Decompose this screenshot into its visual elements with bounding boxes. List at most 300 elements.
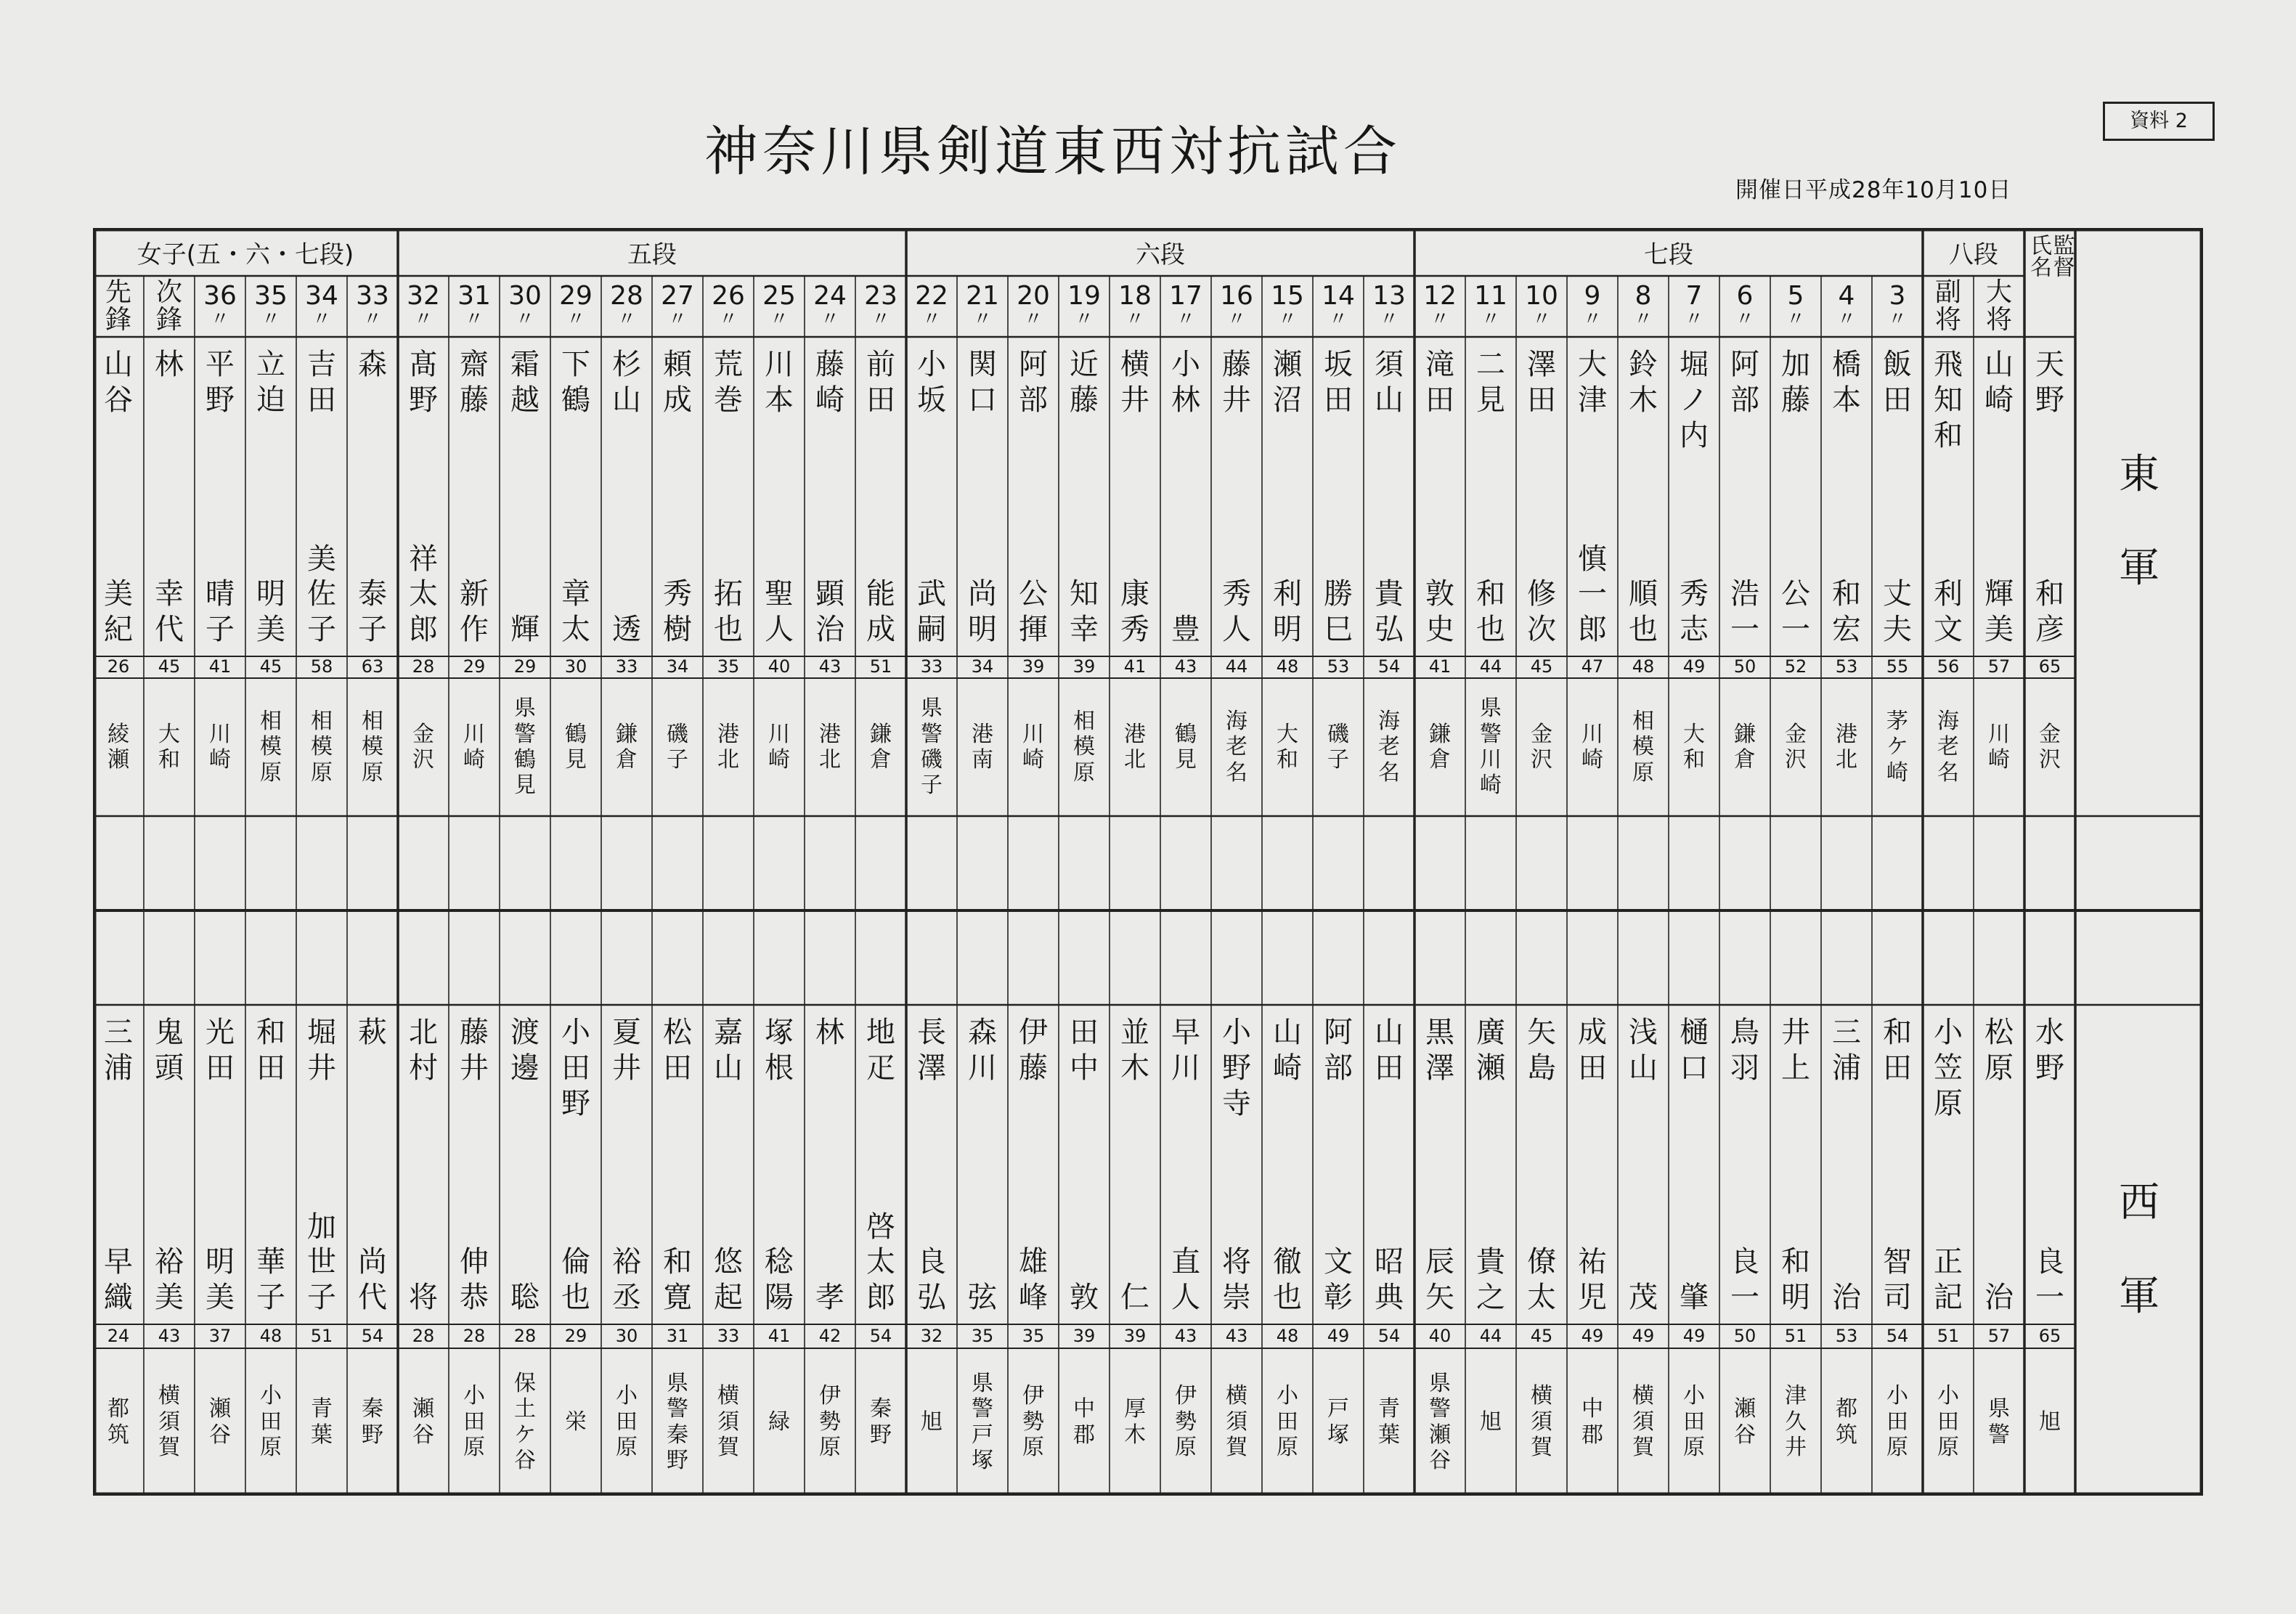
- east-player-name: [1262, 337, 1313, 656]
- east-player-age: 56: [1937, 656, 1960, 677]
- west-player-age: 51: [1784, 1325, 1807, 1346]
- player-given-name: 早 織: [104, 1245, 133, 1315]
- position-number: 19: [1067, 281, 1101, 311]
- east-player-name: [1211, 337, 1262, 656]
- west-player-place: 旭: [1480, 1409, 1502, 1435]
- player-given-name: 将: [409, 1281, 438, 1315]
- position-header: [1110, 276, 1160, 337]
- east-player-place: 大 和: [1277, 721, 1298, 773]
- east-player-age: 44: [1225, 656, 1248, 677]
- position-header: [1719, 276, 1770, 337]
- east-player-age: 34: [971, 656, 994, 677]
- east-player-name: [1821, 337, 1872, 656]
- player-given-name: 将 崇: [1222, 1245, 1251, 1315]
- player-given-name: 治: [1832, 1281, 1861, 1315]
- player-given-name: 辰 矢: [1425, 1245, 1454, 1315]
- player-given-name: 貴 弘: [1375, 577, 1404, 647]
- position-header: [754, 276, 805, 337]
- position-header: [1008, 276, 1059, 337]
- west-player-name: [754, 1005, 805, 1324]
- west-player-place: 小 田 原: [1683, 1383, 1705, 1461]
- position-number: 18: [1118, 281, 1152, 311]
- east-player-place: 港 北: [819, 721, 841, 773]
- position-mark: 〃: [972, 309, 992, 331]
- east-player-name: [1160, 337, 1211, 656]
- player-given-name: 裕 丞: [612, 1245, 641, 1315]
- player-surname: 藤 井: [1222, 348, 1251, 417]
- position-mark: 〃: [1379, 309, 1399, 331]
- group-header: 八段: [1949, 240, 1998, 269]
- east-player-age: 41: [208, 656, 232, 677]
- player-given-name: 直 人: [1171, 1245, 1200, 1315]
- east-player-age: 45: [1530, 656, 1553, 677]
- position-header: [1414, 276, 1465, 337]
- west-player-name: [1414, 1005, 1465, 1324]
- east-player-name: [906, 337, 957, 656]
- west-player-age: 50: [1733, 1325, 1756, 1346]
- west-player-place: 瀬 谷: [1734, 1396, 1756, 1448]
- position-header: [144, 276, 195, 337]
- position-header: [195, 276, 245, 337]
- west-player-place: 津 久 井: [1785, 1383, 1807, 1461]
- east-player-age: 48: [1632, 656, 1655, 677]
- position-header: [1923, 276, 1974, 337]
- west-player-name: [1364, 1005, 1414, 1324]
- position-number: 32: [407, 281, 440, 311]
- position-number: 5: [1787, 281, 1804, 311]
- position-mark: 氏名: [2026, 234, 2051, 277]
- east-player-age: 39: [1072, 656, 1096, 677]
- player-surname: 浅 山: [1629, 1016, 1658, 1085]
- position-header: [805, 276, 855, 337]
- player-surname: 成 田: [1578, 1016, 1607, 1085]
- player-given-name: 利 明: [1273, 577, 1302, 647]
- west-player-age: 57: [1987, 1325, 2011, 1346]
- east-player-age: 26: [107, 656, 130, 677]
- position-mark: 〃: [261, 309, 280, 331]
- east-player-name: [550, 337, 601, 656]
- player-surname: 松 原: [1984, 1016, 2014, 1085]
- west-player-age: 54: [869, 1325, 892, 1346]
- east-player-name: [1008, 337, 1059, 656]
- west-player-name: [906, 1005, 957, 1324]
- position-mark: 〃: [1887, 309, 1907, 331]
- position-header: [1974, 276, 2024, 337]
- player-surname: 光 田: [205, 1016, 235, 1085]
- position-number: 21: [966, 281, 999, 311]
- player-surname: 立 迫: [256, 348, 285, 417]
- east-player-place: 磯 子: [1327, 721, 1349, 773]
- east-player-place: 川 崎: [1988, 721, 2010, 773]
- player-given-name: 良 一: [1730, 1245, 1759, 1315]
- west-player-place: 小 田 原: [616, 1383, 638, 1461]
- east-player-place: 県 警 鶴 見: [514, 696, 536, 799]
- east-player-place: 川 崎: [768, 721, 790, 773]
- west-player-age: 28: [513, 1325, 537, 1346]
- east-player-name: [601, 337, 652, 656]
- position-mark: 〃: [1176, 309, 1195, 331]
- player-surname: 阿 部: [1324, 1016, 1353, 1085]
- position-number: 先: [105, 277, 131, 308]
- player-given-name: 僚 太: [1527, 1245, 1556, 1315]
- east-player-name: [245, 337, 296, 656]
- player-surname: 森 川: [968, 1016, 997, 1085]
- event-date: 開催日平成28年10月10日: [1735, 177, 2012, 203]
- east-player-age: 40: [768, 656, 791, 677]
- player-given-name: 正 記: [1934, 1245, 1963, 1315]
- west-player-age: 31: [666, 1325, 689, 1346]
- west-player-place: 厚 木: [1124, 1396, 1146, 1448]
- west-player-name: [1313, 1005, 1364, 1324]
- east-player-name: [500, 337, 550, 656]
- position-header: [449, 276, 500, 337]
- document-title: 神奈川県剣道東西対抗試合: [704, 121, 1401, 183]
- player-given-name: 文 彰: [1324, 1245, 1353, 1315]
- player-surname: 水 野: [2035, 1016, 2064, 1085]
- player-given-name: 祥 太 郎: [409, 542, 438, 647]
- player-surname: 大 津: [1578, 348, 1607, 417]
- west-player-name: [296, 1005, 347, 1324]
- position-number: 35: [254, 281, 288, 311]
- west-player-place: 伊 勢 原: [819, 1383, 841, 1461]
- west-player-age: 42: [818, 1325, 842, 1346]
- position-header: [1262, 276, 1313, 337]
- position-mark: 将: [1934, 305, 1961, 335]
- group-header: 七段: [1644, 240, 1693, 269]
- player-surname: 樋 口: [1680, 1016, 1709, 1085]
- east-player-name: [1364, 337, 1414, 656]
- player-given-name: 啓 太 郎: [866, 1210, 895, 1315]
- west-player-place: 秦 野: [362, 1396, 383, 1448]
- position-number: 8: [1635, 281, 1652, 311]
- position-header: [957, 276, 1008, 337]
- east-player-name: [703, 337, 754, 656]
- east-player-place: 港 北: [717, 721, 739, 773]
- player-given-name: 華 子: [256, 1245, 285, 1315]
- west-player-name: [805, 1005, 855, 1324]
- west-player-age: 32: [920, 1325, 943, 1346]
- west-player-name: [1923, 1005, 1974, 1324]
- player-surname: 平 野: [205, 348, 235, 417]
- east-player-age: 29: [513, 656, 537, 677]
- west-player-age: 51: [1937, 1325, 1960, 1346]
- position-mark: 〃: [769, 309, 789, 331]
- east-player-place: 大 和: [158, 721, 180, 773]
- east-player-name: [347, 337, 398, 656]
- position-mark: 〃: [871, 309, 890, 331]
- west-player-name: [703, 1005, 754, 1324]
- west-player-name: [1160, 1005, 1211, 1324]
- player-given-name: 修 次: [1527, 577, 1556, 647]
- position-number: 3: [1889, 281, 1906, 311]
- position-mark: 〃: [1735, 309, 1754, 331]
- player-given-name: 明 美: [256, 577, 285, 647]
- player-surname: 田 中: [1070, 1016, 1099, 1085]
- west-player-name: [93, 1005, 144, 1324]
- player-given-name: 茂: [1629, 1281, 1658, 1315]
- player-surname: 瀬 沼: [1273, 348, 1302, 417]
- position-mark: 〃: [362, 309, 382, 331]
- player-given-name: 徹 也: [1273, 1245, 1302, 1315]
- player-given-name: 明 美: [205, 1245, 235, 1315]
- player-given-name: 康 秀: [1120, 577, 1149, 647]
- west-player-place: 秦 野: [870, 1396, 892, 1448]
- player-surname: 鈴 木: [1629, 348, 1658, 417]
- player-surname: 並 木: [1120, 1016, 1149, 1085]
- west-player-age: 49: [1682, 1325, 1706, 1346]
- position-mark: 〃: [616, 309, 636, 331]
- east-player-name: [957, 337, 1008, 656]
- east-player-age: 53: [1835, 656, 1858, 677]
- east-player-age: 57: [1987, 656, 2011, 677]
- player-surname: 三 浦: [104, 1016, 133, 1085]
- east-player-place: 鎌 倉: [870, 721, 892, 773]
- west-player-name: [1618, 1005, 1669, 1324]
- west-player-place: 横 須 賀: [1632, 1383, 1654, 1461]
- east-player-age: 30: [564, 656, 587, 677]
- west-player-name: [855, 1005, 906, 1324]
- position-mark: 〃: [1074, 309, 1094, 331]
- east-player-place: 県 警 川 崎: [1480, 696, 1502, 799]
- player-surname: 三 浦: [1832, 1016, 1861, 1085]
- east-player-age: 45: [158, 656, 181, 677]
- east-player-age: 63: [361, 656, 384, 677]
- player-surname: 小 野 寺: [1222, 1016, 1251, 1120]
- player-given-name: 和 也: [1476, 577, 1505, 647]
- west-player-name: [1974, 1005, 2024, 1324]
- west-player-name: [1516, 1005, 1567, 1324]
- west-player-name: [500, 1005, 550, 1324]
- player-surname: 林: [815, 1016, 844, 1049]
- position-number: 25: [762, 281, 796, 311]
- west-player-age: 49: [1327, 1325, 1350, 1346]
- player-surname: 近 藤: [1070, 348, 1099, 417]
- position-header: [703, 276, 754, 337]
- east-player-place: 川 崎: [1581, 721, 1603, 773]
- position-mark: 〃: [413, 309, 433, 331]
- west-player-age: 54: [1377, 1325, 1401, 1346]
- position-number: 23: [864, 281, 897, 311]
- east-player-place: 鎌 倉: [1429, 721, 1451, 773]
- east-player-place: 鶴 見: [1175, 721, 1197, 773]
- player-given-name: 良 弘: [917, 1245, 946, 1315]
- player-surname: 霜 越: [510, 348, 540, 417]
- position-number: 29: [559, 281, 593, 311]
- player-surname: 天 野: [2035, 348, 2064, 417]
- west-player-age: 24: [107, 1325, 130, 1346]
- west-player-age: 43: [1225, 1325, 1248, 1346]
- east-player-name: [1465, 337, 1516, 656]
- east-player-age: 39: [1022, 656, 1045, 677]
- east-player-age: 43: [818, 656, 842, 677]
- west-player-age: 44: [1479, 1325, 1502, 1346]
- east-player-age: 49: [1682, 656, 1706, 677]
- position-mark: 将: [1985, 305, 2012, 335]
- west-player-name: [601, 1005, 652, 1324]
- west-player-place: 小 田 原: [1277, 1383, 1298, 1461]
- east-player-age: 35: [717, 656, 740, 677]
- west-player-name: [1059, 1005, 1110, 1324]
- group-header: 女子(五・六・七段): [137, 240, 354, 269]
- position-number: 36: [203, 281, 237, 311]
- position-header: [398, 276, 449, 337]
- player-surname: 堀 ノ 内: [1680, 348, 1709, 452]
- player-given-name: 敦 史: [1425, 577, 1454, 647]
- position-number: 12: [1423, 281, 1457, 311]
- player-surname: 地 疋: [866, 1016, 895, 1085]
- position-header: [1211, 276, 1262, 337]
- west-player-name: [1872, 1005, 1923, 1324]
- player-surname: 井 上: [1781, 1016, 1810, 1085]
- player-surname: 飯 田: [1883, 348, 1912, 417]
- east-player-name: [1414, 337, 1465, 656]
- position-header: [1516, 276, 1567, 337]
- position-header: [1313, 276, 1364, 337]
- west-player-name: [1770, 1005, 1821, 1324]
- west-player-name: [245, 1005, 296, 1324]
- position-header: [1618, 276, 1669, 337]
- east-player-age: 58: [310, 656, 333, 677]
- west-player-name: [2024, 1005, 2075, 1324]
- west-player-name: [1821, 1005, 1872, 1324]
- position-number: 22: [915, 281, 948, 311]
- east-player-age: 47: [1581, 656, 1604, 677]
- player-surname: 山 田: [1375, 1016, 1404, 1085]
- position-number: 26: [712, 281, 745, 311]
- east-player-name: [1974, 337, 2024, 656]
- player-surname: 二 見: [1476, 348, 1505, 417]
- player-surname: 北 村: [409, 1016, 438, 1085]
- player-given-name: 輝: [510, 613, 540, 647]
- east-player-place: 海 老 名: [1226, 708, 1247, 786]
- west-player-age: 37: [208, 1325, 232, 1346]
- east-player-name: [195, 337, 245, 656]
- player-surname: 須 山: [1375, 348, 1404, 417]
- west-player-age: 54: [361, 1325, 384, 1346]
- position-mark: 〃: [1226, 309, 1246, 331]
- position-mark: 〃: [210, 309, 229, 331]
- east-player-place: 相 模 原: [362, 708, 383, 786]
- east-player-place: 港 南: [972, 721, 993, 773]
- west-player-place: 横 須 賀: [158, 1383, 180, 1461]
- position-header: [2024, 228, 2075, 337]
- west-player-age: 41: [768, 1325, 791, 1346]
- player-surname: 鬼 頭: [155, 1016, 184, 1085]
- east-player-age: 41: [1123, 656, 1147, 677]
- west-player-age: 33: [717, 1325, 740, 1346]
- player-surname: 加 藤: [1781, 348, 1810, 417]
- west-player-place: 県 警 戸 塚: [972, 1370, 993, 1473]
- player-given-name: 武 嗣: [917, 577, 946, 647]
- position-mark: 〃: [718, 309, 738, 331]
- west-player-place: 瀬 谷: [209, 1396, 231, 1448]
- player-given-name: 貴 之: [1476, 1245, 1505, 1315]
- west-player-place: 伊 勢 原: [1022, 1383, 1044, 1461]
- position-number: 9: [1584, 281, 1601, 311]
- east-player-place: 県 警 磯 子: [921, 696, 943, 799]
- position-number: 17: [1169, 281, 1202, 311]
- west-player-place: 緑: [768, 1409, 790, 1435]
- west-player-age: 48: [259, 1325, 282, 1346]
- east-player-place: 大 和: [1683, 721, 1705, 773]
- player-surname: 荒 巻: [714, 348, 743, 417]
- position-mark: 〃: [312, 309, 331, 331]
- group-header: 六段: [1136, 240, 1185, 269]
- player-surname: 関 口: [968, 348, 997, 417]
- east-player-name: [805, 337, 855, 656]
- east-player-place: 川 崎: [209, 721, 231, 773]
- position-mark: 〃: [1023, 309, 1043, 331]
- player-surname: 和 田: [1883, 1016, 1912, 1085]
- player-given-name: 豊: [1171, 613, 1200, 647]
- east-player-place: 川 崎: [463, 721, 485, 773]
- position-number: 34: [305, 281, 338, 311]
- west-player-age: 65: [2038, 1325, 2061, 1346]
- west-player-place: 保 土 ケ 谷: [514, 1370, 536, 1473]
- player-given-name: 勝 巳: [1324, 577, 1353, 647]
- east-player-name: [1923, 337, 1974, 656]
- west-player-age: 51: [310, 1325, 333, 1346]
- west-player-age: 35: [1022, 1325, 1045, 1346]
- position-number: 4: [1838, 281, 1855, 311]
- player-given-name: 美 紀: [104, 577, 133, 647]
- west-player-place: 小 田 原: [463, 1383, 485, 1461]
- position-header: [245, 276, 296, 337]
- player-surname: 渡 邊: [510, 1016, 540, 1085]
- west-player-place: 都 筑: [107, 1396, 129, 1448]
- west-player-name: [195, 1005, 245, 1324]
- east-player-name: [398, 337, 449, 656]
- player-surname: 杉 山: [612, 348, 641, 417]
- position-header: [1872, 276, 1923, 337]
- player-given-name: 尚 代: [358, 1245, 387, 1315]
- player-given-name: 浩 一: [1730, 577, 1759, 647]
- east-player-age: 41: [1428, 656, 1452, 677]
- east-player-age: 29: [463, 656, 486, 677]
- position-mark: 〃: [820, 309, 839, 331]
- east-player-name: [449, 337, 500, 656]
- player-given-name: 順 也: [1629, 577, 1658, 647]
- east-player-age: 33: [615, 656, 638, 677]
- position-mark: 鋒: [155, 305, 182, 335]
- west-player-place: 小 田 原: [260, 1383, 282, 1461]
- west-player-name: [144, 1005, 195, 1324]
- position-number: 副: [1934, 277, 1961, 308]
- player-given-name: 秀 志: [1680, 577, 1709, 647]
- position-header: [855, 276, 906, 337]
- position-header: [500, 276, 550, 337]
- position-header: [601, 276, 652, 337]
- position-number: 次: [155, 277, 182, 308]
- west-player-place: 中 郡: [1073, 1396, 1095, 1448]
- position-mark: 〃: [1684, 309, 1703, 331]
- west-player-age: 28: [412, 1325, 435, 1346]
- position-number: 20: [1017, 281, 1050, 311]
- player-surname: 澤 田: [1527, 348, 1556, 417]
- west-player-name: [652, 1005, 703, 1324]
- east-player-age: 55: [1886, 656, 1909, 677]
- player-surname: 和 田: [256, 1016, 285, 1085]
- group-header: 五段: [627, 240, 677, 269]
- position-mark: 〃: [921, 309, 941, 331]
- player-surname: 早 川: [1171, 1016, 1200, 1085]
- player-given-name: 輝 美: [1984, 577, 2014, 647]
- east-player-name: [1567, 337, 1618, 656]
- position-number: 30: [508, 281, 542, 311]
- position-header: [906, 276, 957, 337]
- player-surname: 阿 部: [1730, 348, 1759, 417]
- west-player-place: 旭: [2039, 1409, 2061, 1435]
